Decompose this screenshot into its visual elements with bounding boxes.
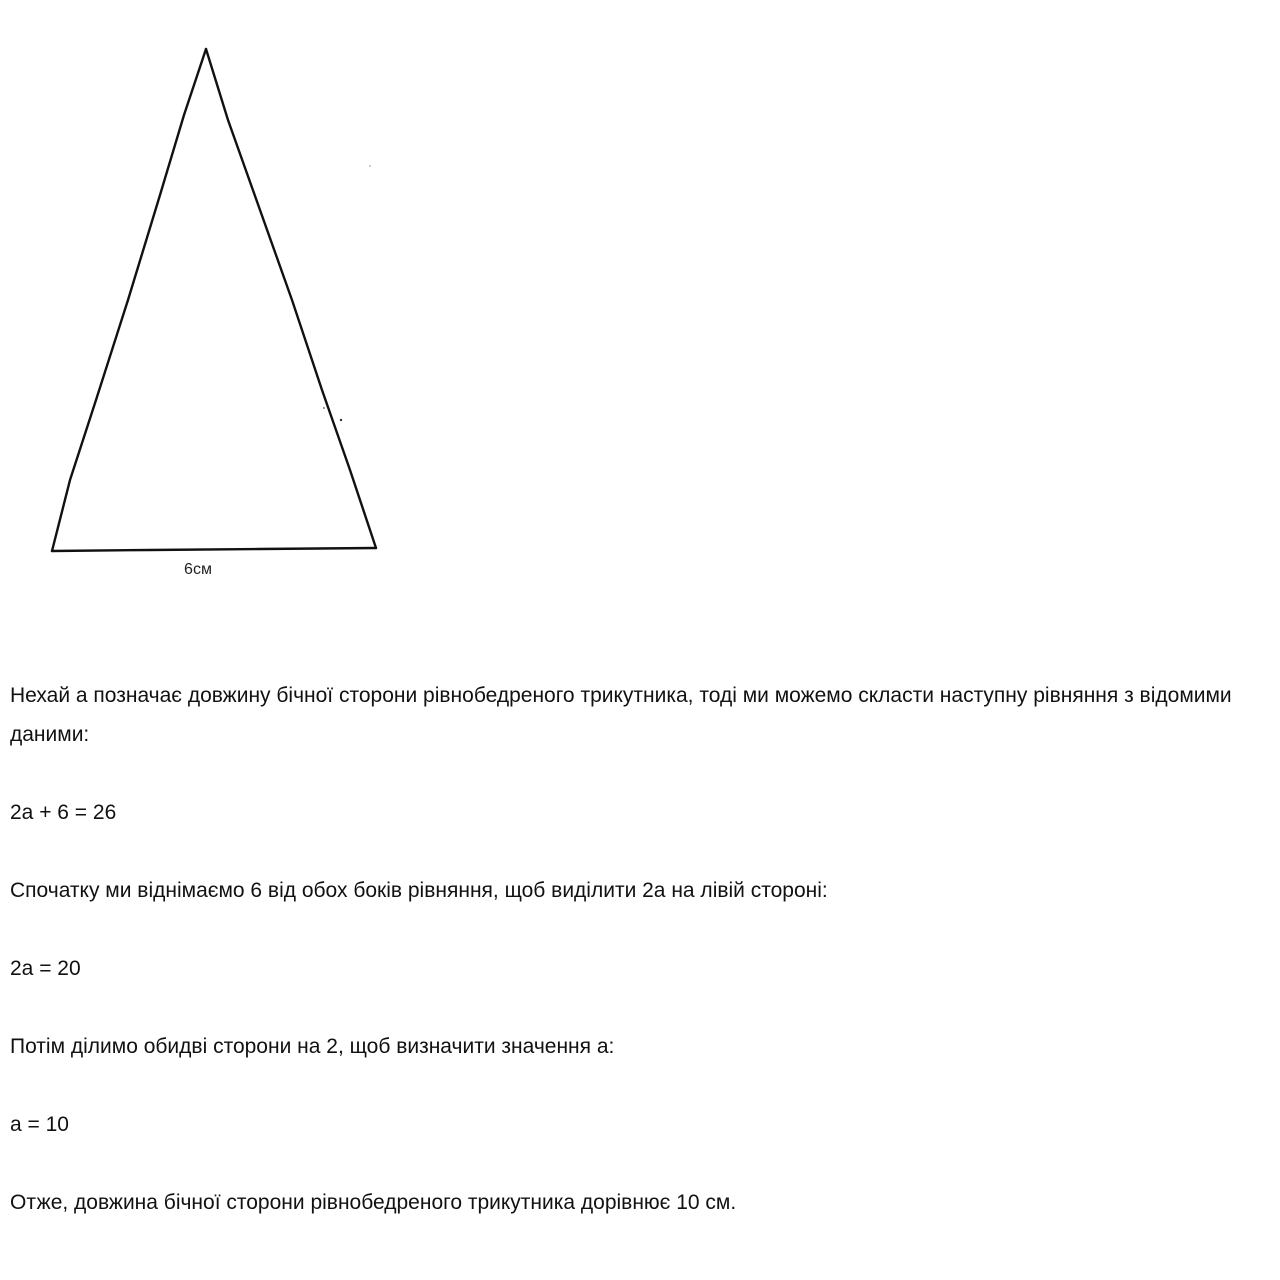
speck-mark	[340, 419, 342, 421]
triangle-figure	[0, 0, 420, 600]
step-2-paragraph: Потім ділимо обидві сторони на 2, щоб визначити значення a:	[10, 1035, 615, 1058]
triangle-right-side	[206, 49, 376, 548]
step-1-paragraph: Спочатку ми віднімаємо 6 від обох боків рівняння, щоб виділити 2a на лівій стороні:	[10, 879, 828, 902]
triangle-base	[52, 548, 376, 551]
base-length-label: 6см	[184, 561, 212, 578]
conclusion-paragraph: Отже, довжина бічної сторони рівнобедреного трикутника дорівнює 10 см.	[10, 1191, 737, 1214]
equation-2: 2a = 20	[10, 957, 81, 980]
speck-mark	[323, 407, 325, 409]
equation-1: 2a + 6 = 26	[10, 801, 117, 824]
solution-text	[10, 676, 1260, 1222]
isosceles-triangle-drawing	[0, 0, 420, 600]
speck-mark	[369, 165, 371, 167]
intro-paragraph: Нехай a позначає довжину бічної сторони рівнобедреного трикутника, тоді ми можемо скласти наступну рівняння з відомими даними:	[10, 684, 1232, 746]
triangle-left-side	[52, 49, 206, 551]
equation-3: a = 10	[10, 1113, 69, 1136]
